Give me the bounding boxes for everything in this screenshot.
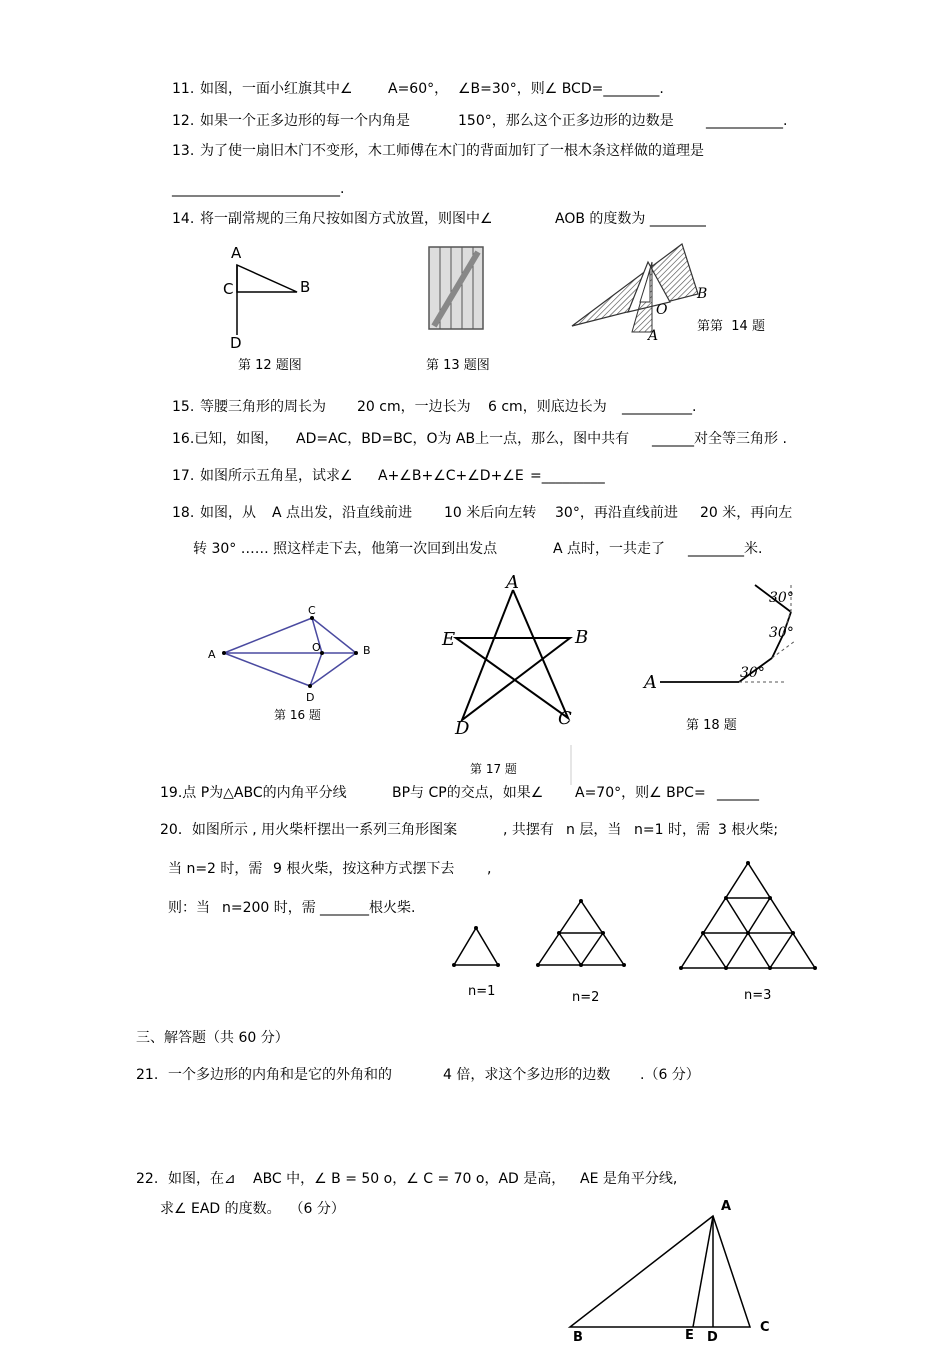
q11-text-c: ∠B=30°，则∠ BCD=________. — [458, 81, 664, 97]
q17-number: 17. — [172, 468, 195, 484]
q19-blank: ______ — [717, 785, 759, 801]
fig18-angle-2: 30° — [769, 625, 794, 641]
section3-heading: 三、解答题（共 60 分） — [136, 1030, 289, 1046]
q13-blank: ________________________. — [172, 181, 345, 197]
q20-fig-n1 — [450, 925, 505, 970]
fig13-door-diagram — [428, 246, 488, 332]
fig12-label-c: C — [223, 280, 234, 298]
fig17-divider — [570, 745, 572, 785]
q11-text-b: A=60°， — [388, 81, 449, 97]
q20-label-n2: n=2 — [572, 990, 600, 1005]
fig17-label-b: B — [575, 627, 589, 648]
fig14-label-b: B — [697, 286, 708, 302]
fig18-angle-1: 30° — [769, 590, 794, 606]
q13-text: 为了使一扇旧木门不变形，木工师傅在木门的背面加钉了一根木条这样做的道理是 — [200, 143, 704, 159]
fig14-label-o: O — [656, 302, 668, 318]
fig13-caption: 第 13 题图 — [426, 358, 490, 373]
q18-text-c: 10 米后向左转 — [444, 505, 537, 521]
q19-text-c: A=70°，则∠ BPC= — [575, 785, 706, 801]
q22-text-c: AE 是角平分线, — [580, 1171, 678, 1187]
q20-text-a: 20．如图所示 , 用火柴杆摆出一系列三角形图案 — [160, 822, 458, 838]
q18-text-e: 20 米，再向左 — [700, 505, 793, 521]
q21-text-b: 4 倍，求这个多边形的边数 — [443, 1067, 611, 1083]
q20-label-n3: n=3 — [744, 988, 772, 1003]
q18-line2-c: ________米. — [688, 541, 763, 557]
q16-text-a: 16.已知，如图， — [172, 431, 279, 447]
q18-number: 18. — [172, 505, 195, 521]
q16-text-b: AD=AC，BD=BC，O为 AB上一点，那么，图中共有 — [296, 431, 630, 447]
fig16-label-d: D — [306, 691, 315, 704]
fig17-label-e: E — [442, 629, 456, 650]
fig22-triangle-diagram — [565, 1210, 765, 1332]
q15-text-b: 20 cm，一边长为 — [357, 399, 471, 415]
q20-line3-b: n=200 时，需 — [222, 900, 316, 916]
fig17-label-c: C — [558, 708, 572, 729]
q11-text-a: 如图，一面小红旗其中∠ — [200, 81, 353, 97]
fig17-caption: 第 17 题 — [470, 762, 517, 776]
q14-number: 14. — [172, 211, 195, 227]
q20-fig-n2 — [535, 898, 630, 970]
q20-line2-a: 当 n=2 时，需 — [168, 861, 263, 877]
fig22-label-d: D — [707, 1330, 718, 1345]
q20-line3-a: 则：当 — [168, 900, 210, 916]
q15-number: 15. — [172, 399, 195, 415]
q22-number: 22. — [136, 1171, 159, 1187]
fig18-angle-3: 30° — [740, 665, 765, 681]
q19-text-a: 19.点 P为△ABC的内角平分线 — [160, 785, 347, 801]
fig22-label-e: E — [685, 1328, 694, 1343]
q22-text-a: 如图，在⊿ — [168, 1171, 236, 1187]
q20-text-d: n=1 时，需 — [634, 822, 710, 838]
fig22-label-c: C — [760, 1320, 770, 1335]
fig14-caption: 第第 14 题 — [697, 319, 765, 334]
q20-label-n1: n=1 — [468, 984, 496, 999]
q17-text-a: 如图所示五角星，试求∠ — [200, 468, 353, 484]
q21-text-c: .（6 分） — [640, 1067, 700, 1083]
fig12-label-d: D — [230, 334, 242, 352]
q14-text-b: AOB 的度数为 ________ — [555, 211, 706, 227]
q19-text-b: BP与 CP的交点，如果∠ — [392, 785, 544, 801]
q20-fig-n3 — [678, 860, 822, 972]
q20-line2-c: , — [487, 861, 492, 877]
q21-text-a: 一个多边形的内角和是它的外角和的 — [168, 1067, 392, 1083]
q15-text-c: 6 cm，则底边长为 — [488, 399, 607, 415]
fig17-label-a: A — [506, 572, 519, 593]
fig18-label-a: A — [644, 672, 657, 693]
q12-blank: ___________. — [706, 113, 788, 129]
q17-blank: =_________ — [530, 468, 605, 484]
q18-line2-a: 转 30° …… 照这样走下去，他第一次回到出发点 — [193, 541, 498, 557]
q22-text-b: ABC 中，∠ B = 50 o，∠ C = 70 o，AD 是高， — [253, 1171, 566, 1187]
fig14-triangle-rulers — [570, 242, 710, 342]
fig16-caption: 第 16 题 — [274, 708, 321, 722]
q20-text-c: n 层，当 — [566, 822, 622, 838]
fig12-caption: 第 12 题图 — [238, 358, 302, 373]
fig22-label-a: A — [721, 1199, 732, 1214]
q15-blank: __________. — [622, 399, 697, 415]
fig16-label-o: O — [312, 641, 321, 654]
fig16-label-a: A — [208, 648, 216, 661]
fig16-kite-diagram — [220, 614, 370, 694]
fig16-label-c: C — [308, 604, 316, 617]
q18-line2-b: A 点时，一共走了 — [553, 541, 666, 557]
q12-text-b: 150°，那么这个正多边形的边数是 — [458, 113, 674, 129]
q20-text-b: , 共摆有 — [503, 822, 554, 838]
q16-text-c: ______对全等三角形 . — [652, 431, 787, 447]
q12-text-a: 如果一个正多边形的每一个内角是 — [200, 113, 410, 129]
q18-text-a: 如图，从 — [200, 505, 256, 521]
q11-number: 11. — [172, 81, 195, 97]
fig12-label-b: B — [300, 278, 311, 296]
q14-text-a: 将一副常规的三角尺按如图方式放置，则图中∠ — [200, 211, 493, 227]
fig18-caption: 第 18 题 — [686, 718, 737, 733]
fig17-star-diagram — [450, 586, 590, 726]
q18-text-b: A 点出发，沿直线前进 — [272, 505, 413, 521]
fig12-label-a: A — [231, 244, 242, 262]
q22-line2: 求∠ EAD 的度数。 （6 分） — [160, 1201, 345, 1217]
fig16-label-b: B — [363, 644, 371, 657]
fig17-label-d: D — [455, 718, 470, 739]
q18-text-d: 30°，再沿直线前进 — [555, 505, 678, 521]
q21-number: 21. — [136, 1067, 159, 1083]
q13-number: 13. — [172, 143, 195, 159]
q12-number: 12. — [172, 113, 195, 129]
q20-text-e: 3 根火柴; — [718, 822, 779, 838]
fig22-label-b: B — [573, 1330, 583, 1345]
fig14-label-a: A — [648, 328, 659, 344]
q20-line3-c: _______根火柴. — [320, 900, 416, 916]
q20-line2-b: 9 根火柴，按这种方式摆下去 — [273, 861, 455, 877]
q17-text-b: A+∠B+∠C+∠D+∠E — [378, 468, 524, 484]
q15-text-a: 等腰三角形的周长为 — [200, 399, 326, 415]
